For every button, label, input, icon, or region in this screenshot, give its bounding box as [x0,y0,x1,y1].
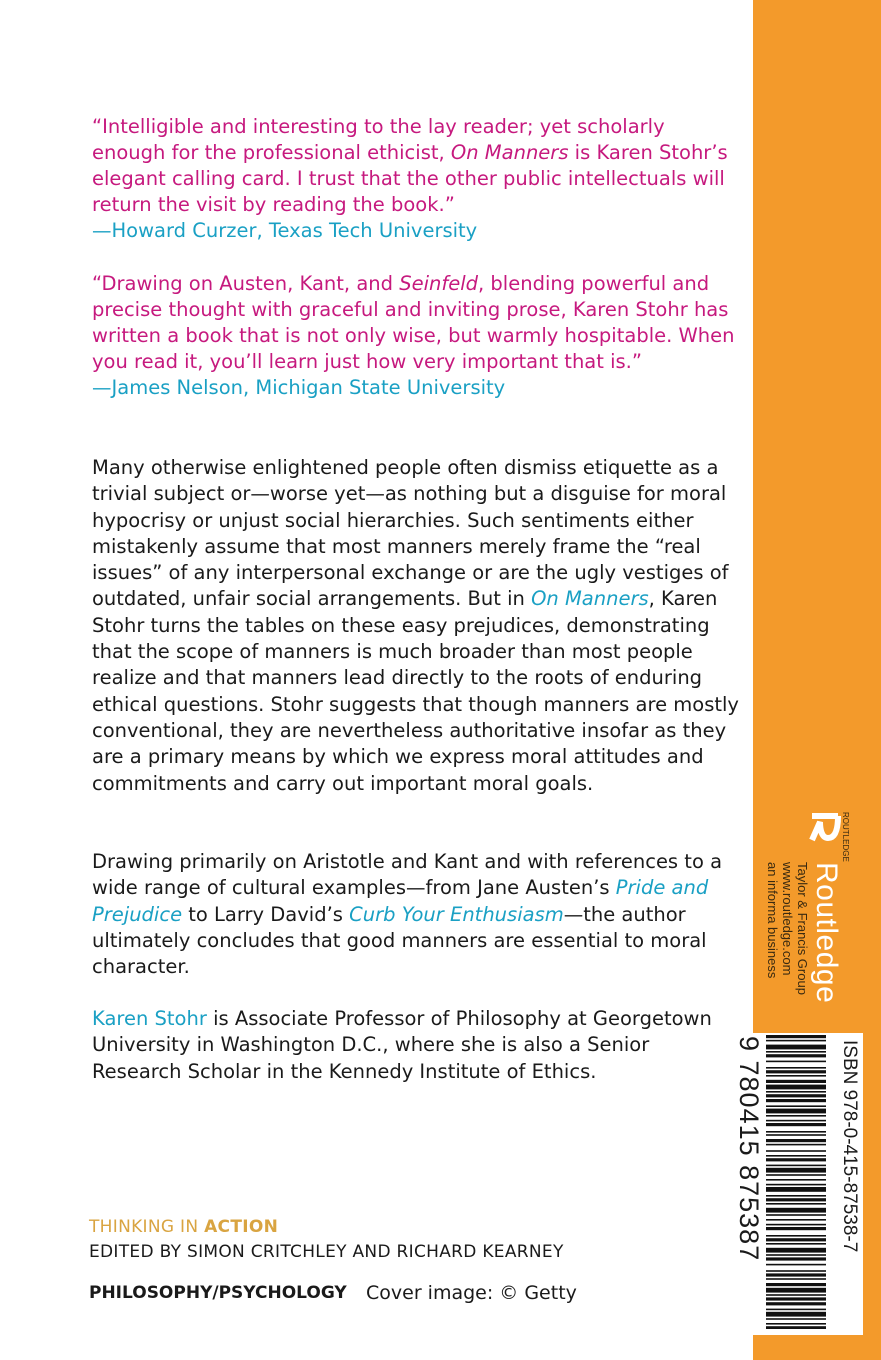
barcode-bar [766,1067,826,1069]
barcode-bar [766,1214,826,1216]
show-title: Curb Your Enthusiasm [349,902,564,926]
barcode-bar [766,1283,826,1286]
barcode-bar [766,1224,826,1226]
cover-credit: Cover image: © Getty [366,1282,577,1304]
logo-text: ROUTLEDGE [841,812,850,862]
barcode-bar [766,1123,826,1126]
barcode-bar [766,1091,826,1093]
barcode-bar [766,1248,826,1253]
barcode-bar [766,1155,826,1157]
barcode-bar [766,1323,826,1325]
barcode-bar [766,1288,826,1293]
show-title: Seinfeld [399,272,479,295]
barcode-bar [766,1168,826,1173]
series-emphasis: ACTION [204,1217,279,1237]
series-prefix: THINKING IN [89,1217,205,1237]
quote-attribution: —James Nelson, Michigan State University [92,376,506,399]
barcode-bar [766,1165,826,1167]
barcode-bar [766,1254,826,1256]
barcode-bar [766,1208,826,1213]
barcode-bar [766,1195,826,1197]
quote-text: , blending powerful and precise thought with graceful and inviting prose, Karen Stohr has written a book that is not only wise, but warmly hospitable. When you read it, you’ll learn just how very important that is.” [92,272,735,373]
barcode-bar [766,1158,826,1161]
description-paragraph-2 [92,849,742,980]
series-editors: EDITED BY SIMON CRITCHLEY AND RICHARD KEARNEY [89,1242,564,1262]
barcode-bar [766,1187,826,1192]
paragraph-text: to Larry David’s [182,902,350,926]
barcode-bar [766,1312,826,1317]
publisher-group: Taylor & Francis Group [795,862,810,995]
barcode-bar [766,1198,826,1201]
barcode-bar [766,1144,826,1146]
barcode-bar [766,1243,826,1245]
book-title: On Manners [531,587,649,611]
paragraph-text: Many otherwise enlightened people often dismiss etiquette as a trivial subject or—worse yet—as nothing but a disguise for moral hypocrisy or unjust social hierarchies. Such sentiments either mistakenly assume that most manners merely frame the “real issues” of any interpersonal exchange or are the ugly vestiges of outdated, unfair social arrangements. But in [92,456,729,611]
barcode-bar [766,1139,826,1142]
barcode-bar [766,1326,826,1329]
routledge-logo [804,812,852,864]
barcode-digits: 9 780415 875387 [734,1036,764,1262]
barcode-bar [766,1270,826,1272]
barcode-bar [766,1094,826,1097]
isbn-label: ISBN 978-0-415-87538-7 [839,1040,860,1253]
barcode-bar [766,1054,826,1057]
barcode-bar [766,1150,826,1152]
barcode-bar [766,1297,826,1300]
barcode-bar [766,1131,826,1133]
barcode-bar [766,1294,826,1296]
barcode-bar [766,1085,826,1090]
barcode-bar [766,1203,826,1205]
book-title: On Manners [450,141,569,164]
barcode-bar [766,1105,826,1107]
series-name [89,1217,278,1237]
barcode-bar [766,1219,826,1221]
barcode-bar [766,1184,826,1186]
barcode-bar [766,1120,826,1122]
publisher-name: Routledge [810,862,843,1004]
paragraph-text: —the author ultimately concludes that good manners are essential to moral character. [92,902,707,979]
barcode-bar [766,1051,826,1053]
quote-text: “Drawing on Austen, Kant, and [92,272,400,295]
publisher-tagline [765,862,810,995]
barcode-bar [766,1080,826,1083]
routledge-r-icon [808,812,852,864]
description-paragraph-1 [92,455,742,797]
barcode-bar [766,1302,826,1305]
barcode-bar [766,1264,826,1266]
barcode-bar [766,1070,826,1073]
barcode-bar [766,1179,826,1181]
subject-category: PHILOSOPHY/PSYCHOLOGY [89,1283,347,1303]
barcode-bar [766,1227,826,1230]
review-quote-1 [92,114,737,244]
quote-text: is Karen Stohr’s elegant calling card. I trust that the other public intellectuals will return the visit by reading the book.” [92,141,728,216]
barcode-bar [766,1061,826,1063]
barcode-bar [766,1309,826,1311]
quote-attribution: —Howard Curzer, Texas Tech University [92,219,478,242]
barcode-bar [766,1235,826,1237]
barcode-bar [766,1257,826,1260]
bio-text: is Associate Professor of Philosophy at Georgetown University in Washington D.C., where she is also a Senior Research Scholar in the Kennedy Institute of Ethics. [92,1007,712,1083]
barcode-bar [766,1238,826,1241]
barcode-bar [766,1040,826,1042]
paragraph-text: Drawing primarily on Aristotle and Kant and with references to a wide range of cultural examples—from Jane Austen’s [92,850,723,900]
barcode-bar [766,1278,826,1280]
barcode-bar [766,1134,826,1136]
author-bio [92,1006,742,1085]
barcode-bar [766,1109,826,1114]
paragraph-text: , Karen Stohr turns the tables on these easy prejudices, demonstrating that the scope of manners is much broader than most people realize and that manners lead directly to the roots of enduring ethical questions. Stohr suggests that though manners are mostly conventional, they are nevertheless authoritative insofar as they are a primary means by which we express moral attitudes and commitments and carry out important moral goals. [92,587,739,795]
barcode-bar [766,1075,826,1077]
barcode-bar [766,1115,826,1117]
publisher-parent: an informa business [765,862,780,979]
barcode [766,1033,826,1329]
barcode-bar [766,1174,826,1176]
book-title: Pride and Prejudice [92,876,709,926]
barcode-bar [766,1045,826,1050]
barcode-bar [766,1318,826,1320]
publisher-url: www.routledge.com [780,862,795,976]
barcode-bar [766,1035,826,1038]
quote-text: “Intelligible and interesting to the lay reader; yet scholarly enough for the professional ethicist, [92,115,665,164]
barcode-bar [766,1273,826,1276]
barcode-bar [766,1099,826,1102]
review-quote-2 [92,271,737,401]
author-name: Karen Stohr [92,1007,207,1030]
